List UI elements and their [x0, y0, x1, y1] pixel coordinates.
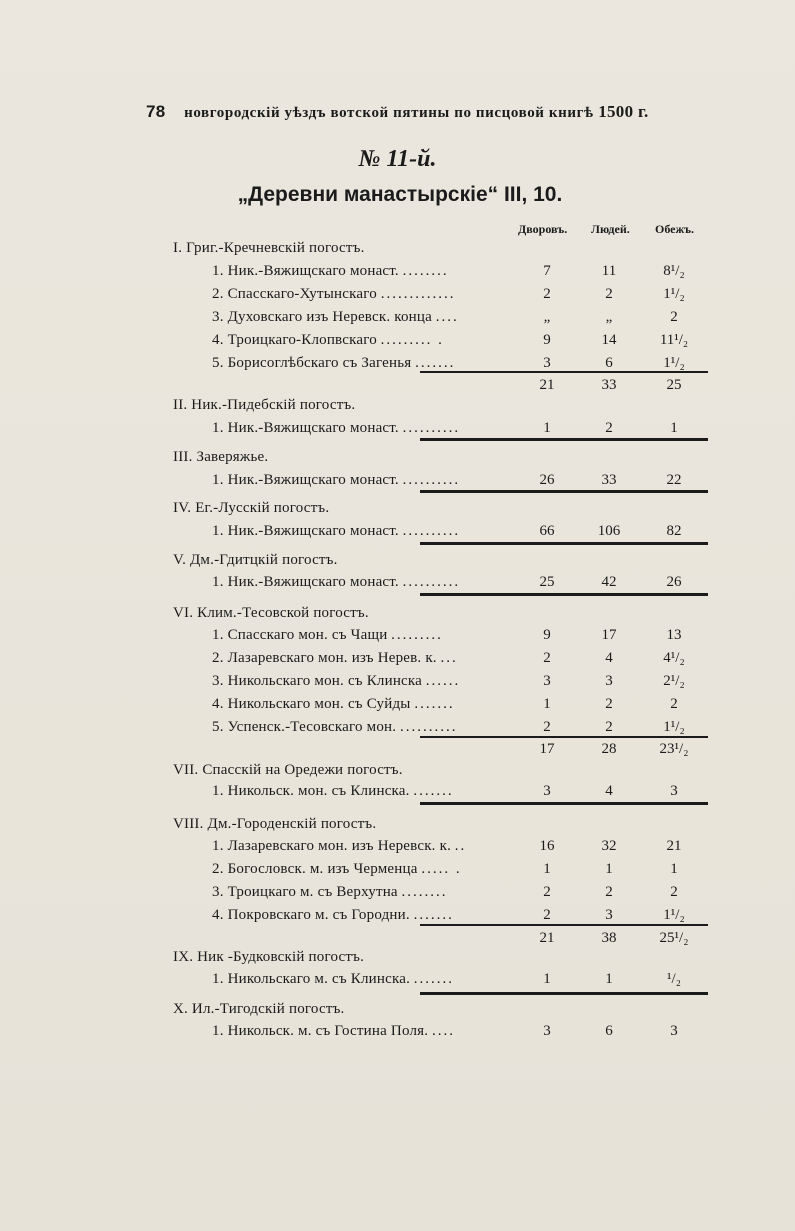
- sum-rule: [420, 924, 708, 926]
- cell-obezh: 26: [666, 574, 682, 590]
- section-heading: III. Заверяжье.: [173, 449, 269, 465]
- cell-obezh: 2: [670, 309, 678, 325]
- table-row-label: 2. Богословск. м. изъ Черменца ..... .: [212, 861, 462, 877]
- cell-dvorov: 2: [543, 907, 551, 923]
- table-row-label: 3. Троицкаго м. съ Верхутна ........: [212, 884, 448, 900]
- cell-obezh: 3: [670, 1023, 678, 1039]
- cell-dvorov: 25: [539, 574, 555, 590]
- table-row-label: 5. Борисоглѣбскаго съ Загенья .......: [212, 355, 456, 371]
- cell-dvorov: 2: [543, 719, 551, 735]
- cell-obezh: 2: [670, 884, 678, 900]
- cell-dvorov: 3: [543, 1023, 551, 1039]
- cell-obezh: 8¹/₂: [663, 263, 685, 279]
- cell-obezh: 1¹/₂: [663, 355, 685, 371]
- cell-lyudey: 3: [605, 907, 613, 923]
- cell-obezh: 21: [666, 838, 682, 854]
- cell-dvorov: 66: [539, 523, 555, 539]
- cell-dvorov: 1: [543, 420, 551, 436]
- cell-dvorov: 9: [543, 627, 551, 643]
- sum-rule: [420, 371, 708, 373]
- section-rule: [420, 490, 708, 493]
- cell-lyudey: 33: [601, 472, 617, 488]
- cell-dvorov: 1: [543, 971, 551, 987]
- cell-dvorov: 16: [539, 838, 555, 854]
- table-row-label: 1. Спасскаго мон. съ Чащи .........: [212, 627, 443, 643]
- cell-lyudey: 2: [605, 696, 613, 712]
- cell-dvorov: „: [543, 309, 551, 325]
- cell-lyudey: 1: [605, 971, 613, 987]
- running-title: новгородскій уѣздъ вотской пятины по писцовой книгѣ: [184, 105, 594, 121]
- cell-lyudey: 17: [601, 627, 617, 643]
- cell-obezh: 13: [666, 627, 682, 643]
- page-number: 78: [146, 102, 166, 121]
- section-heading: VIII. Дм.-Городенскій погостъ.: [173, 816, 377, 832]
- section-rule: [420, 542, 708, 545]
- cell-lyudey: 2: [605, 884, 613, 900]
- cell-dvorov: 3: [543, 355, 551, 371]
- table-row-label: 1. Ник.-Вяжищскаго монаст. ........: [212, 263, 449, 279]
- cell-dvorov: 2: [543, 884, 551, 900]
- cell-dvorov: 3: [543, 673, 551, 689]
- cell-dvorov: 3: [543, 783, 551, 799]
- table-row-label: 3. Духовскаго изъ Неревск. конца ....: [212, 309, 459, 325]
- column-header-obezh: Обежъ.: [655, 222, 695, 236]
- table-row-label: 2. Спасскаго-Хутынскаго .............: [212, 286, 456, 302]
- cell-lyudey: 11: [601, 263, 617, 279]
- section-heading: VII. Спасскій на Оредежи погостъ.: [173, 762, 403, 778]
- cell-obezh: 2: [670, 696, 678, 712]
- cell-dvorov: 26: [539, 472, 555, 488]
- section-heading: I. Григ.-Кречневскій погостъ.: [173, 240, 365, 256]
- total-lyudey: 33: [601, 377, 617, 393]
- cell-lyudey: 2: [605, 719, 613, 735]
- table-row-label: 4. Никольскаго мон. съ Суйды .......: [212, 696, 455, 712]
- cell-lyudey: „: [605, 309, 613, 325]
- table-title: „Деревни манастырскіе“ III, 10.: [237, 183, 563, 206]
- cell-obezh: 11¹/₂: [659, 332, 689, 348]
- total-obezh: 23¹/₂: [659, 741, 689, 757]
- table-row-label: 1. Лазаревскаго мон. изъ Неревск. к. ..: [212, 838, 467, 854]
- section-heading: IX. Ник -Будковскій погостъ.: [173, 949, 365, 965]
- cell-obezh: 1: [670, 861, 678, 877]
- table-row-label: 3. Никольскаго мон. съ Клинска ......: [212, 673, 461, 689]
- table-row-label: 1. Ник.-Вяжищскаго монаст. ..........: [212, 472, 461, 488]
- column-header-lyudey: Людей.: [591, 222, 630, 236]
- section-heading: VI. Клим.-Тесовской погостъ.: [173, 605, 369, 621]
- cell-lyudey: 3: [605, 673, 613, 689]
- total-obezh: 25¹/₂: [659, 930, 689, 946]
- cell-obezh: 22: [666, 472, 682, 488]
- table-row-label: 4. Троицкаго-Клопвскаго ......... .: [212, 332, 444, 348]
- cell-lyudey: 4: [605, 650, 613, 666]
- section-rule: [420, 802, 708, 805]
- cell-lyudey: 106: [597, 523, 621, 539]
- table-row-label: 1. Ник.-Вяжищскаго монаст. ..........: [212, 574, 461, 590]
- section-rule: [420, 593, 708, 596]
- table-row-label: 1. Ник.-Вяжищскаго монаст. ..........: [212, 523, 461, 539]
- section-heading: II. Ник.-Пидебскій погостъ.: [173, 397, 356, 413]
- cell-obezh: ¹/₂: [667, 971, 681, 987]
- running-year: 1500 г.: [598, 102, 649, 121]
- table-row-label: 1. Никольск. м. съ Гостина Поля. ....: [212, 1023, 455, 1039]
- cell-obezh: 1¹/₂: [663, 719, 685, 735]
- cell-dvorov: 9: [543, 332, 551, 348]
- cell-dvorov: 7: [543, 263, 551, 279]
- cell-dvorov: 2: [543, 650, 551, 666]
- cell-obezh: 82: [666, 523, 682, 539]
- cell-obezh: 1: [670, 420, 678, 436]
- cell-dvorov: 1: [543, 861, 551, 877]
- cell-lyudey: 2: [605, 420, 613, 436]
- table-row-label: 5. Успенск.-Тесовскаго мон. ..........: [212, 719, 458, 735]
- cell-obezh: 1¹/₂: [663, 286, 685, 302]
- cell-obezh: 2¹/₂: [663, 673, 685, 689]
- cell-obezh: 4¹/₂: [663, 650, 685, 666]
- section-rule: [420, 438, 708, 441]
- section-heading: V. Дм.-Гдитцкій погостъ.: [173, 552, 338, 568]
- total-dvorov: 21: [539, 930, 555, 946]
- section-rule: [420, 992, 708, 995]
- section-heading: X. Ил.-Тигодскій погостъ.: [173, 1001, 345, 1017]
- total-obezh: 25: [666, 377, 682, 393]
- total-dvorov: 17: [539, 741, 555, 757]
- cell-obezh: 1¹/₂: [663, 907, 685, 923]
- table-row-label: 2. Лазаревскаго мон. изъ Нерев. к. ...: [212, 650, 458, 666]
- cell-lyudey: 4: [605, 783, 613, 799]
- cell-lyudey: 6: [605, 1023, 613, 1039]
- cell-lyudey: 42: [601, 574, 617, 590]
- total-lyudey: 38: [601, 930, 617, 946]
- cell-lyudey: 1: [605, 861, 613, 877]
- section-heading: IV. Ег.-Лусскій погостъ.: [173, 500, 330, 516]
- cell-lyudey: 2: [605, 286, 613, 302]
- table-number: № 11-й.: [358, 146, 437, 172]
- table-row-label: 1. Никольск. мон. съ Клинска. .......: [212, 783, 454, 799]
- table-row-label: 1. Ник.-Вяжищскаго монаст. ..........: [212, 420, 461, 436]
- cell-obezh: 3: [670, 783, 678, 799]
- total-lyudey: 28: [601, 741, 617, 757]
- table-row-label: 1. Никольскаго м. съ Клинска. .......: [212, 971, 455, 987]
- cell-lyudey: 6: [605, 355, 613, 371]
- column-header-dvorov: Дворовъ.: [518, 222, 568, 236]
- total-dvorov: 21: [539, 377, 555, 393]
- table-row-label: 4. Покровскаго м. съ Городни. .......: [212, 907, 454, 923]
- cell-dvorov: 1: [543, 696, 551, 712]
- sum-rule: [420, 736, 708, 738]
- cell-dvorov: 2: [543, 286, 551, 302]
- cell-lyudey: 14: [601, 332, 617, 348]
- cell-lyudey: 32: [601, 838, 617, 854]
